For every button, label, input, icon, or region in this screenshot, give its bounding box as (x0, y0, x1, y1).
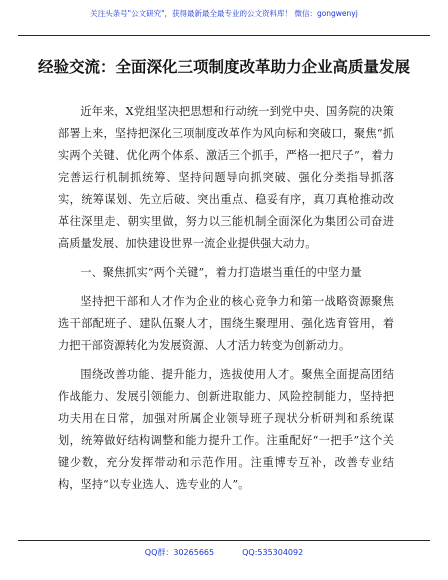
paragraph-intro: 近年来，X党组坚决把思想和行动统一到党中央、国务院的决策部署上来，坚持把深化三项制度改革作为风向标和突破口，聚焦“抓实两个关键、优化两个体系、激活三个抓手，严格一把尺子”，着力完善运行机制抓统筹、坚持问题导向抓突破、强化分类指导抓落实，统筹谋划、先立后破、突出重点、稳妥有序，真刀真枪推动改革往深里走、朝实里做，努力以三能机制全面深化为集团公司奋进高质量发展、加快建设世界一流企业提供强大动力。 (58, 105, 394, 250)
document-title: 经验交流：全面深化三项制度改革助力企业高质量发展 (37, 58, 410, 76)
paragraph-selection: 围绕改善功能、提升能力，选拔使用人才。聚焦全面提高团结作战能力、发展引领能力、创新进取能力、风险控制能力，坚持把功夫用在日常，加强对所属企业领导班子现状分析研判和系统谋划，统筹做好结构调整和能力提升工作。注重配好“一把手”这个关键少数，充分发挥带动和示范作用。注重博专互补，改善专业结构，坚持“以专业选人、选专业的人”。 (58, 368, 394, 491)
paragraph-cadre: 坚持把干部和人才作为企业的核心竞争力和第一战略资源聚焦选干部配班子、建队伍聚人才，围绕生聚理用、强化选育管用，着力把干部资源转化为发展资源、人才活力转变为创新动力。 (58, 295, 394, 352)
footer-contacts (0, 547, 448, 558)
qq-group-text: QQ群：30265665 (144, 548, 215, 557)
document-body (58, 101, 394, 496)
header-banner: 关注头条号"公文研究"，获得最新最全最专业的公文资料库！ 微信：gongwenyj (90, 9, 358, 18)
section-heading: 一、聚焦抓实“两个关键”，着力打造堪当重任的中坚力量 (80, 266, 362, 279)
qq-text: QQ:535304092 (242, 548, 304, 557)
header-divider (18, 35, 430, 36)
footer-divider (18, 540, 430, 541)
